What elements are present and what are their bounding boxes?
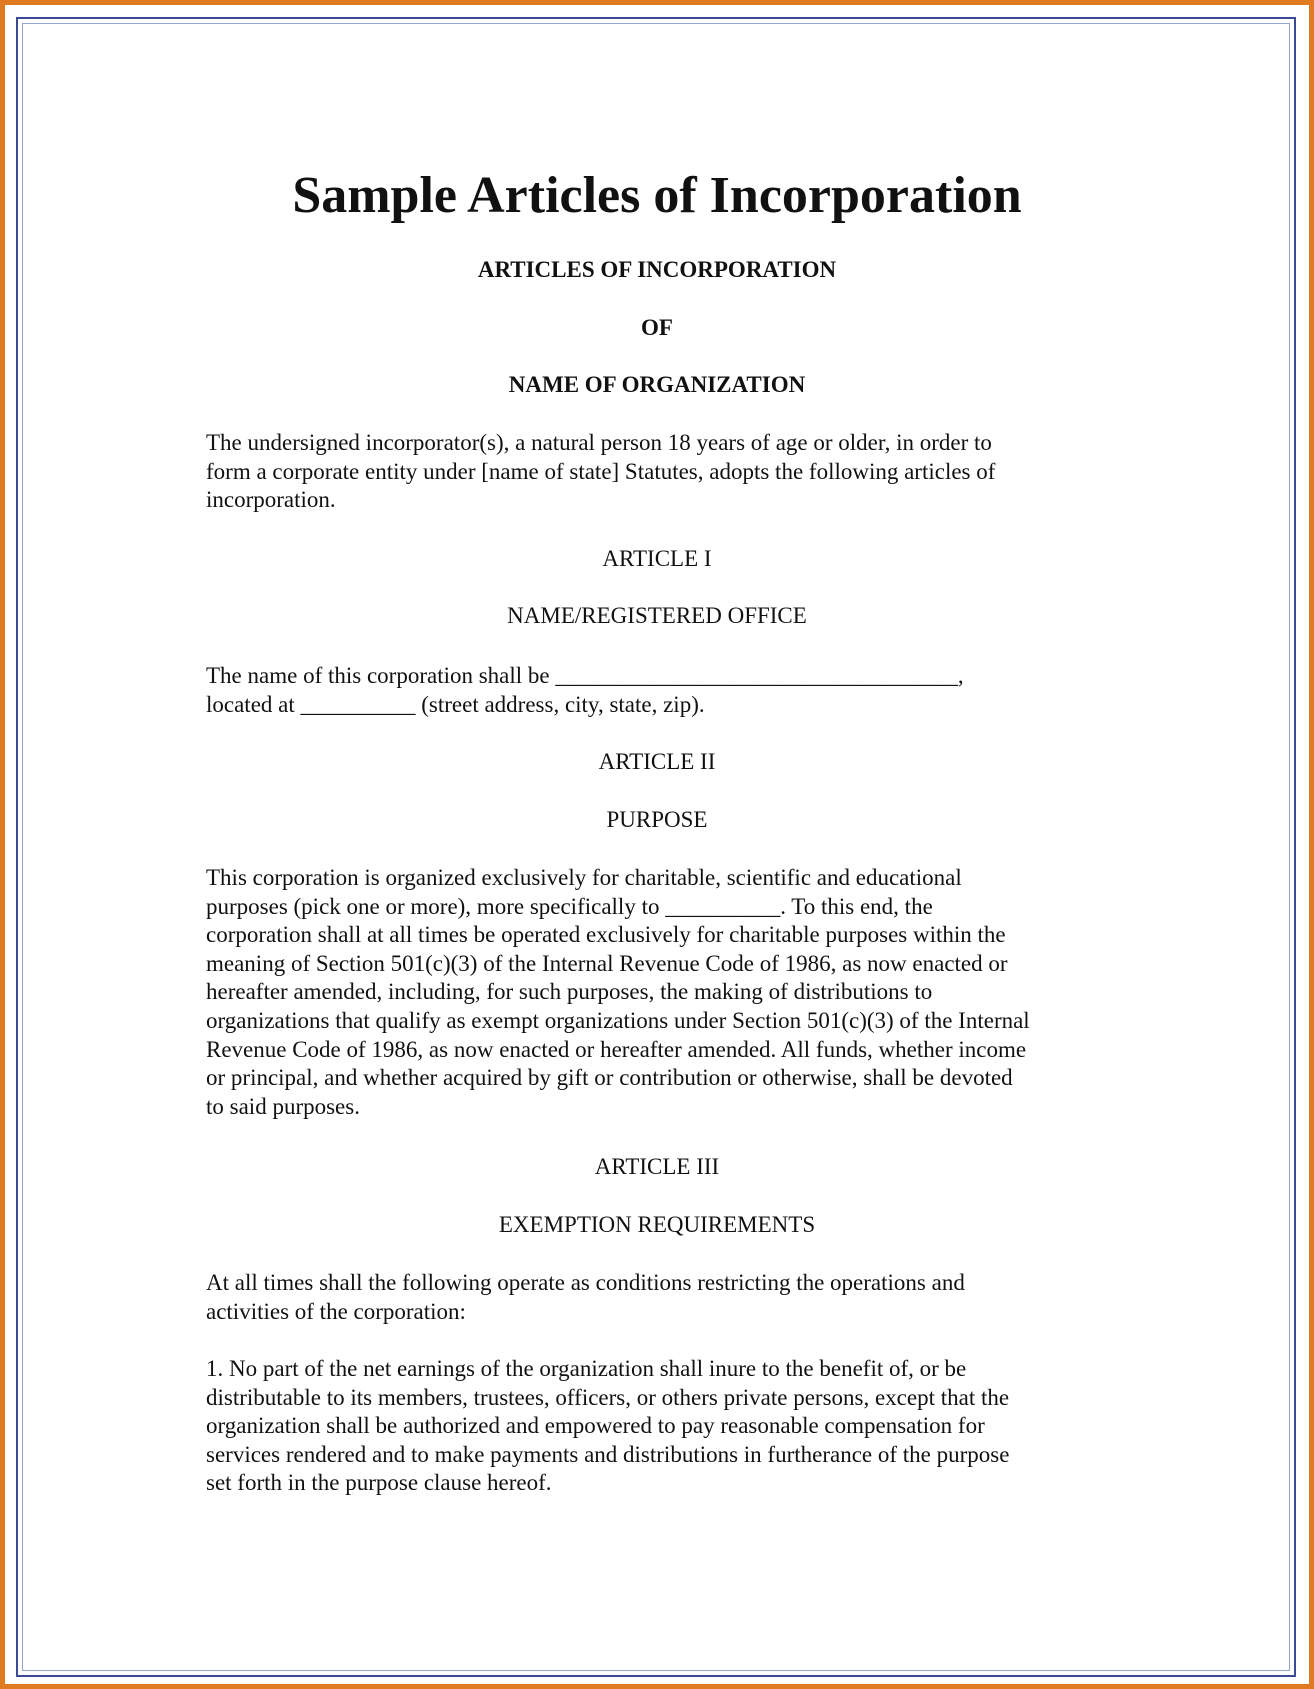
article-1-heading: NAME/REGISTERED OFFICE [507, 603, 807, 628]
article-3-body: At all times shall the following operate as conditions restricting the operations and activities of the corporation: [206, 1270, 965, 1324]
article-2-number: ARTICLE II [598, 749, 716, 774]
article-1-number: ARTICLE I [602, 546, 712, 571]
articles-heading: ARTICLES OF INCORPORATION [477, 257, 837, 282]
article-2-heading: PURPOSE [606, 807, 708, 832]
of-heading: OF [641, 315, 673, 340]
intro-paragraph: The undersigned incorporator(s), a natural person 18 years of age or older, in order to form a corporate entity under [name of state] Statutes, adopts the following articles of incorporation. [206, 430, 996, 513]
organization-heading: NAME OF ORGANIZATION [508, 372, 806, 397]
article-1-body: The name of this corporation shall be ___________________________________, located at __________ (street address, city, state, zip). [206, 663, 964, 717]
document-title: Sample Articles of Incorporation [292, 167, 1022, 224]
article-3-number: ARTICLE III [594, 1154, 720, 1179]
article-3-clause-1: 1. No part of the net earnings of the organization shall inure to the benefit of, or be distributable to its members, trustees, officers, or others private persons, except that the organization shall be authorized and empowered to pay reasonable compensation for services rendered and to make payments and distributions in furtherance of the purpose set forth in the purpose clause hereof. [206, 1356, 1010, 1496]
article-3-heading: EXEMPTION REQUIREMENTS [498, 1212, 816, 1237]
article-2-body: This corporation is organized exclusively for charitable, scientific and educational purposes (pick one or more), more specifically to __________. To this end, the corporation shall at all times be operated exclusively for charitable purposes within the meaning of Section 501(c)(3) of the Internal Revenue Code of 1986, as now enacted or hereafter amended, including, for such purposes, the making of distributions to organizations that qualify as exempt organizations under Section 501(c)(3) of the Internal Revenue Code of 1986, as now enacted or hereafter amended. All funds, whether income or principal, and whether acquired by gift or contribution or otherwise, shall be devoted to said purposes. [206, 865, 1030, 1119]
